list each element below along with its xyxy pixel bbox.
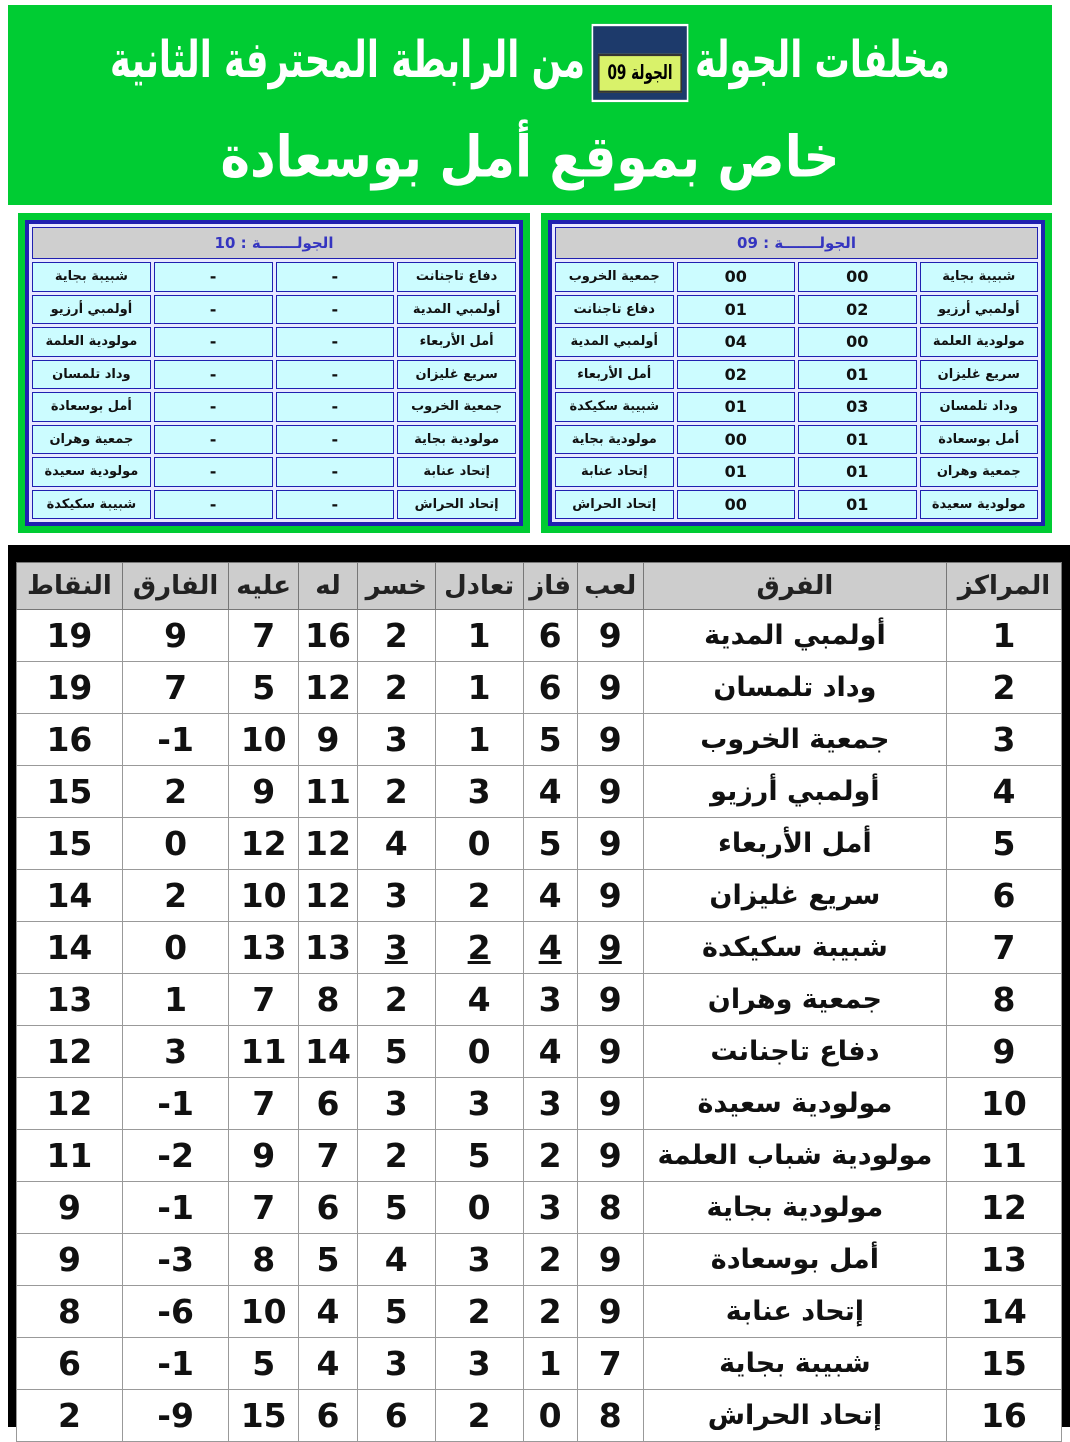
table-row [17,714,1062,766]
goals-for-cell: 12 [299,870,358,922]
round-9-results [541,213,1052,533]
home-score: - [276,360,395,390]
away-score: 01 [677,295,796,325]
goal-difference-cell: 1 [122,974,229,1026]
standings-header-row [17,563,1062,610]
home-team: شبيبة بجاية [920,262,1039,292]
away-team: دفاع تاجنانت [555,295,674,325]
won-cell: 0 [523,1390,577,1442]
played-cell: 9 [577,974,643,1026]
goals-against-cell: 10 [229,714,299,766]
title-banner [8,5,1052,205]
won-cell: 4 [523,766,577,818]
match-row [555,327,1038,357]
drawn-cell: 2 [435,1390,523,1442]
goals-against-cell: 7 [229,974,299,1026]
home-score: 01 [798,425,917,455]
lost-cell: 2 [357,662,435,714]
away-score: - [154,457,273,487]
away-score: 02 [677,360,796,390]
goals-against-cell: 5 [229,1338,299,1390]
home-team: جمعية وهران [920,457,1039,487]
away-team: مولودية بجاية [555,425,674,455]
won-cell: 5 [523,714,577,766]
header-goal-difference: الفارق [122,563,229,610]
team-cell: أمل الأربعاء [643,818,946,870]
team-cell: وداد تلمسان [643,662,946,714]
goals-against-cell: 7 [229,610,299,662]
header-points: النقاط [17,563,123,610]
team-cell: أولمبي المدية [643,610,946,662]
points-cell: 11 [17,1130,123,1182]
team-cell: إتحاد الحراش [643,1390,946,1442]
rank-cell: 14 [946,1286,1061,1338]
drawn-cell: 1 [435,662,523,714]
played-cell: 9 [577,1234,643,1286]
goals-for-cell: 6 [299,1390,358,1442]
drawn-cell: 0 [435,818,523,870]
won-cell: 2 [523,1234,577,1286]
table-row [17,870,1062,922]
played-cell: 9 [577,1078,643,1130]
match-row [32,360,516,390]
away-team: إتحاد عنابة [555,457,674,487]
goals-against-cell: 5 [229,662,299,714]
table-row [17,1026,1062,1078]
home-team: سريع غليزان [397,360,516,390]
won-cell: 2 [523,1286,577,1338]
drawn-cell: 3 [435,1078,523,1130]
rank-cell: 13 [946,1234,1061,1286]
goals-against-cell: 10 [229,870,299,922]
home-team: سريع غليزان [920,360,1039,390]
drawn-cell: 3 [435,1338,523,1390]
points-cell: 13 [17,974,123,1026]
won-cell: 3 [523,1078,577,1130]
away-team: أمل بوسعادة [32,392,151,422]
goals-for-cell: 14 [299,1026,358,1078]
team-cell: إتحاد عنابة [643,1286,946,1338]
match-row [555,490,1038,520]
won-cell: 4 [523,870,577,922]
goals-against-cell: 9 [229,1130,299,1182]
won-cell: 5 [523,818,577,870]
home-team: إتحاد عنابة [397,457,516,487]
away-score: - [154,360,273,390]
away-score: - [154,262,273,292]
played-cell: 9 [577,870,643,922]
rank-cell: 9 [946,1026,1061,1078]
played-cell: 9 [577,714,643,766]
away-team: أولمبي المدية [555,327,674,357]
match-row [555,425,1038,455]
home-score: - [276,392,395,422]
lost-cell: 5 [357,1026,435,1078]
lost-cell: 3 [357,1078,435,1130]
away-team: جمعية الخروب [555,262,674,292]
lost-cell: 5 [357,1182,435,1234]
table-row [17,1338,1062,1390]
match-row [555,295,1038,325]
team-cell: مولودية شباب العلمة [643,1130,946,1182]
match-row [32,425,516,455]
home-team: أولمبي أرزيو [920,295,1039,325]
banner-title-part1: مخلفات الجولة [694,30,950,90]
goals-for-cell: 6 [299,1078,358,1130]
goals-for-cell: 13 [299,922,358,974]
won-cell: 6 [523,662,577,714]
table-row [17,974,1062,1026]
played-cell: 9 [577,922,643,974]
match-row [32,490,516,520]
team-cell: شبيبة بجاية [643,1338,946,1390]
won-cell: 1 [523,1338,577,1390]
rank-cell: 5 [946,818,1061,870]
points-cell: 16 [17,714,123,766]
goal-difference-cell: 7 [122,662,229,714]
header-rank: المراكز [946,563,1061,610]
home-score: 01 [798,490,917,520]
standings-table [8,545,1070,1435]
home-team: دفاع تاجنانت [397,262,516,292]
away-team: جمعية وهران [32,425,151,455]
goals-for-cell: 12 [299,662,358,714]
goals-for-cell: 5 [299,1234,358,1286]
goal-difference-cell: 6- [122,1286,229,1338]
drawn-cell: 5 [435,1130,523,1182]
goals-for-cell: 9 [299,714,358,766]
away-score: 01 [677,392,796,422]
round-header-row [555,227,1038,259]
played-cell: 8 [577,1390,643,1442]
rank-cell: 12 [946,1182,1061,1234]
lost-cell: 3 [357,714,435,766]
points-cell: 15 [17,766,123,818]
goals-for-cell: 12 [299,818,358,870]
rank-cell: 1 [946,610,1061,662]
points-cell: 2 [17,1390,123,1442]
won-cell: 2 [523,1130,577,1182]
header-played: لعب [577,563,643,610]
home-team: وداد تلمسان [920,392,1039,422]
goal-difference-cell: 3- [122,1234,229,1286]
rank-cell: 2 [946,662,1061,714]
away-score: - [154,327,273,357]
drawn-cell: 2 [435,1286,523,1338]
goals-against-cell: 8 [229,1234,299,1286]
goals-for-cell: 7 [299,1130,358,1182]
team-cell: دفاع تاجنانت [643,1026,946,1078]
goals-against-cell: 7 [229,1182,299,1234]
won-cell: 6 [523,610,577,662]
drawn-cell: 2 [435,922,523,974]
header-lost: خسر [357,563,435,610]
team-cell: جمعية الخروب [643,714,946,766]
rank-cell: 8 [946,974,1061,1026]
home-score: 01 [798,457,917,487]
away-team: شبيبة سكيكدة [555,392,674,422]
table-row [17,1234,1062,1286]
drawn-cell: 4 [435,974,523,1026]
match-row [32,392,516,422]
banner-subtitle: خاص بموقع أمل بوسعادة [220,123,840,191]
team-cell: جمعية وهران [643,974,946,1026]
table-row [17,818,1062,870]
banner-title-part2: من الرابطة المحترفة الثانية [110,30,586,90]
header-won: فاز [523,563,577,610]
match-row [32,327,516,357]
played-cell: 9 [577,766,643,818]
rank-cell: 7 [946,922,1061,974]
header-team: الفرق [643,563,946,610]
won-cell: 4 [523,1026,577,1078]
lost-cell: 4 [357,818,435,870]
goals-against-cell: 15 [229,1390,299,1442]
home-score: - [276,457,395,487]
table-row [17,1390,1062,1442]
table-row [17,1286,1062,1338]
points-cell: 19 [17,662,123,714]
rank-cell: 4 [946,766,1061,818]
rank-cell: 11 [946,1130,1061,1182]
away-team: مولودية العلمة [32,327,151,357]
drawn-cell: 0 [435,1026,523,1078]
away-team: وداد تلمسان [32,360,151,390]
goal-difference-cell: 2 [122,870,229,922]
lost-cell: 2 [357,974,435,1026]
lost-cell: 5 [357,1286,435,1338]
team-cell: مولودية سعيدة [643,1078,946,1130]
lost-cell: 2 [357,1130,435,1182]
goals-against-cell: 10 [229,1286,299,1338]
won-cell: 3 [523,974,577,1026]
header-goals-for: له [299,563,358,610]
goals-for-cell: 8 [299,974,358,1026]
home-score: - [276,262,395,292]
away-score: 01 [677,457,796,487]
won-cell: 4 [523,922,577,974]
home-team: جمعية الخروب [397,392,516,422]
won-cell: 3 [523,1182,577,1234]
goal-difference-cell: 1- [122,1078,229,1130]
points-cell: 15 [17,818,123,870]
home-score: 03 [798,392,917,422]
goal-difference-cell: 1- [122,1182,229,1234]
goals-for-cell: 4 [299,1286,358,1338]
played-cell: 9 [577,662,643,714]
drawn-cell: 2 [435,870,523,922]
table-row [17,1182,1062,1234]
table-row [17,662,1062,714]
rank-cell: 3 [946,714,1061,766]
round-header-row [32,227,516,259]
played-cell: 9 [577,1286,643,1338]
home-team: أمل بوسعادة [920,425,1039,455]
goal-difference-cell: 1- [122,1338,229,1390]
round-title: الجولـــــــة : 09 [555,227,1038,259]
round-title: الجولـــــــة : 10 [32,227,516,259]
goal-difference-cell: 1- [122,714,229,766]
goals-against-cell: 13 [229,922,299,974]
points-cell: 12 [17,1026,123,1078]
played-cell: 9 [577,610,643,662]
drawn-cell: 1 [435,610,523,662]
goal-difference-cell: 2 [122,766,229,818]
table-row [17,1130,1062,1182]
played-cell: 9 [577,818,643,870]
away-score: 00 [677,425,796,455]
match-row [32,295,516,325]
match-row [555,457,1038,487]
home-score: 00 [798,262,917,292]
home-score: 01 [798,360,917,390]
team-cell: شبيبة سكيكدة [643,922,946,974]
match-row [555,262,1038,292]
lost-cell: 6 [357,1390,435,1442]
table-row [17,610,1062,662]
rank-cell: 10 [946,1078,1061,1130]
round-10-fixtures [18,213,530,533]
points-cell: 6 [17,1338,123,1390]
header-drawn: تعادل [435,563,523,610]
team-cell: أولمبي أرزيو [643,766,946,818]
round-badge: الجولة 09 [591,24,688,102]
away-score: - [154,490,273,520]
home-score: - [276,327,395,357]
home-score: - [276,295,395,325]
team-cell: سريع غليزان [643,870,946,922]
lost-cell: 3 [357,1338,435,1390]
away-score: - [154,425,273,455]
played-cell: 8 [577,1182,643,1234]
lost-cell: 3 [357,922,435,974]
table-row [17,766,1062,818]
away-score: 00 [677,490,796,520]
home-team: أولمبي المدية [397,295,516,325]
away-team: شبيبة بجاية [32,262,151,292]
drawn-cell: 0 [435,1182,523,1234]
lost-cell: 2 [357,610,435,662]
away-score: 00 [677,262,796,292]
home-team: إتحاد الحراش [397,490,516,520]
home-team: أمل الأربعاء [397,327,516,357]
goal-difference-cell: 3 [122,1026,229,1078]
home-team: مولودية سعيدة [920,490,1039,520]
goals-for-cell: 4 [299,1338,358,1390]
match-row [555,360,1038,390]
goals-against-cell: 12 [229,818,299,870]
drawn-cell: 3 [435,766,523,818]
header-goals-against: عليه [229,563,299,610]
rank-cell: 6 [946,870,1061,922]
points-cell: 12 [17,1078,123,1130]
points-cell: 14 [17,870,123,922]
home-team: مولودية العلمة [920,327,1039,357]
away-team: إتحاد الحراش [555,490,674,520]
goal-difference-cell: 9- [122,1390,229,1442]
rank-cell: 15 [946,1338,1061,1390]
table-row [17,922,1062,974]
goals-against-cell: 7 [229,1078,299,1130]
away-team: أمل الأربعاء [555,360,674,390]
away-team: أولمبي أرزيو [32,295,151,325]
team-cell: أمل بوسعادة [643,1234,946,1286]
away-score: 04 [677,327,796,357]
points-cell: 9 [17,1234,123,1286]
played-cell: 9 [577,1026,643,1078]
match-row [32,457,516,487]
away-team: مولودية سعيدة [32,457,151,487]
goal-difference-cell: 9 [122,610,229,662]
home-team: مولودية بجاية [397,425,516,455]
away-score: - [154,295,273,325]
goal-difference-cell: 0 [122,818,229,870]
lost-cell: 2 [357,766,435,818]
goals-for-cell: 16 [299,610,358,662]
goal-difference-cell: 2- [122,1130,229,1182]
home-score: - [276,490,395,520]
played-cell: 7 [577,1338,643,1390]
away-score: - [154,392,273,422]
points-cell: 9 [17,1182,123,1234]
drawn-cell: 3 [435,1234,523,1286]
points-cell: 19 [17,610,123,662]
played-cell: 9 [577,1130,643,1182]
home-score: - [276,425,395,455]
home-score: 02 [798,295,917,325]
home-score: 00 [798,327,917,357]
goal-difference-cell: 0 [122,922,229,974]
match-row [32,262,516,292]
table-row [17,1078,1062,1130]
goals-against-cell: 11 [229,1026,299,1078]
match-row [555,392,1038,422]
points-cell: 8 [17,1286,123,1338]
drawn-cell: 1 [435,714,523,766]
away-team: شبيبة سكيكدة [32,490,151,520]
goals-for-cell: 6 [299,1182,358,1234]
lost-cell: 4 [357,1234,435,1286]
points-cell: 14 [17,922,123,974]
team-cell: مولودية بجاية [643,1182,946,1234]
goals-for-cell: 11 [299,766,358,818]
rank-cell: 16 [946,1390,1061,1442]
goals-against-cell: 9 [229,766,299,818]
lost-cell: 3 [357,870,435,922]
